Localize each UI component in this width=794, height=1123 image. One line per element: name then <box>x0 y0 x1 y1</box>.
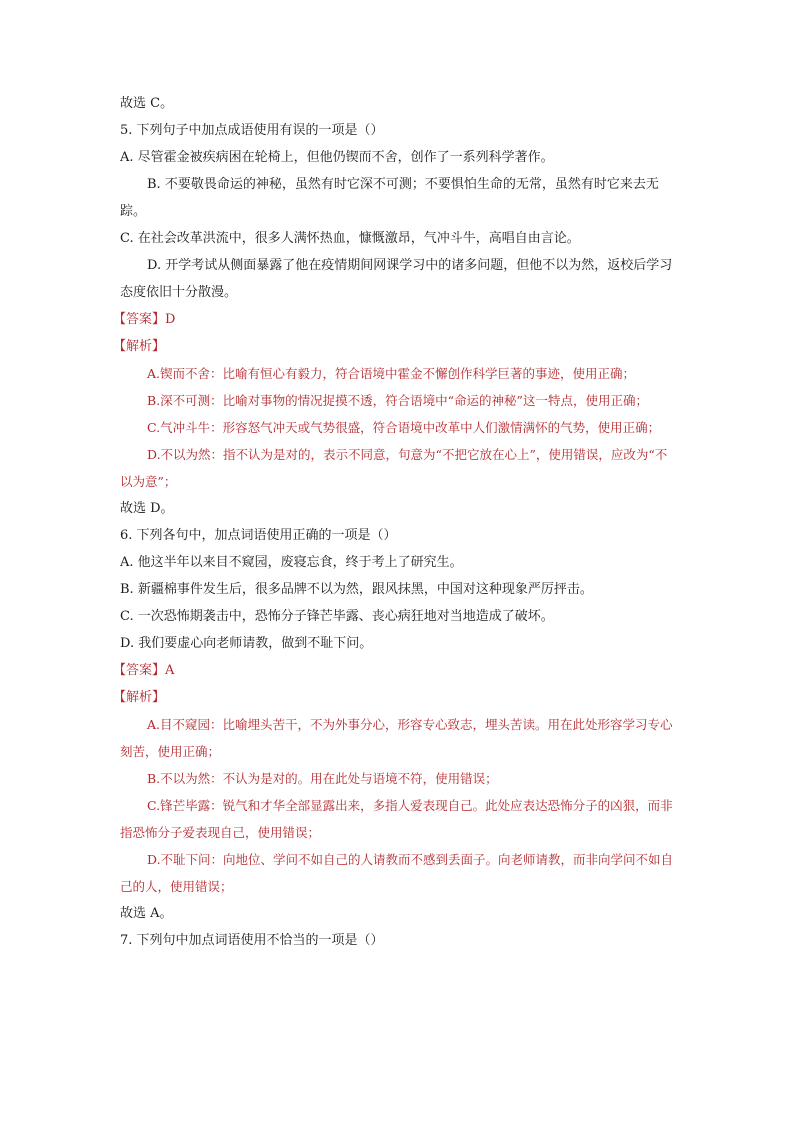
question-5-analysis-c: C.气冲斗牛：形容怒气冲天或气势很盛，符合语境中改革中人们激情满怀的气势，使用正确； <box>147 420 661 435</box>
question-5-option-c: C. 在社会改革洪流中，很多人满怀热血，慷慨激昂，气冲斗牛，高唱自由言论。 <box>120 231 580 246</box>
question-6-stem: 6. 下列各句中，加点词语使用正确的一项是（） <box>120 528 397 543</box>
question-6-option-a: A. 他这半年以来目不窥园，废寝忘食，终于考上了研究生。 <box>120 555 463 570</box>
question-6-option-c: C. 一次恐怖期袭击中，恐怖分子锋芒毕露、丧心病狂地对当地造成了破坏。 <box>120 609 554 624</box>
question-5-option-d: D. 开学考试从侧面暴露了他在疫情期间网课学习中的诸多问题，但他不以为然，返校后学习态度依旧十分散漫。 <box>120 258 673 300</box>
question-6-analysis-c: C.锋芒毕露：锐气和才华全部显露出来，多指人爱表现自己。此处应表达恐怖分子的凶狠，而非指恐怖分子爱表现自己，使用错误； <box>120 798 673 840</box>
question-5-analysis-label <box>113 333 676 360</box>
analysis-label: 【解析】 <box>113 339 166 354</box>
answer-choice-d: 故选 D。 <box>120 501 174 516</box>
question-5-analysis-b: B.深不可测：比喻对事物的情况捉摸不透，符合语境中“命运的神秘”这一特点，使用正确； <box>147 393 648 408</box>
question-6-answer <box>113 657 676 684</box>
question-6-option-d: D. 我们要虚心向老师请教，做到不耻下问。 <box>120 636 373 651</box>
answer-label: 【答案】 <box>113 663 166 678</box>
question-6-analysis-a: A.目不窥园：比喻埋头苦干，不为外事分心，形容专心致志，埋头苦读。用在此处形容学习专心刻苦，使用正确； <box>120 717 673 759</box>
question-5-analysis-a: A.锲而不舍：比喻有恒心有毅力，符合语境中霍金不懈创作科学巨著的事迹，使用正确； <box>147 366 636 381</box>
question-5-stem: 5. 下列句子中加点成语使用有误的一项是（） <box>120 123 384 138</box>
question-6-analysis-label <box>113 684 676 711</box>
question-7-stem: 7. 下列句中加点词语使用不恰当的一项是（） <box>120 933 384 948</box>
analysis-label: 【解析】 <box>113 690 166 705</box>
answer-value: D <box>165 312 176 327</box>
question-5-option-a: A. 尽管霍金被疾病困在轮椅上，但他仍锲而不舍，创作了一系列科学著作。 <box>120 150 554 165</box>
question-6-option-b: B. 新疆棉事件发生后，很多品牌不以为然，跟风抹黑，中国对这种现象严厉抨击。 <box>120 582 593 597</box>
question-5-option-b: B. 不要敬畏命运的神秘，虽然有时它深不可测；不要惧怕生命的无常，虽然有时它来去无踪。 <box>120 177 659 219</box>
document-page <box>113 90 676 954</box>
answer-value: A <box>165 663 175 678</box>
question-6-analysis-d: D.不耻下问：向地位、学问不如自己的人请教而不感到丢面子。向老师请教，而非向学问不如自己的人，使用错误； <box>120 852 674 894</box>
answer-label: 【答案】 <box>113 312 166 327</box>
answer-choice-c: 故选 C。 <box>120 96 174 111</box>
question-5-analysis-d: D.不以为然：指不认为是对的，表示不同意，句意为“不把它放在心上”，使用错误，应改为“不以为意”； <box>120 447 668 489</box>
question-5-answer <box>113 306 676 333</box>
question-6-analysis-b: B.不以为然：不认为是对的。用在此处与语境不符，使用错误； <box>147 771 498 786</box>
answer-choice-a: 故选 A。 <box>120 906 173 921</box>
